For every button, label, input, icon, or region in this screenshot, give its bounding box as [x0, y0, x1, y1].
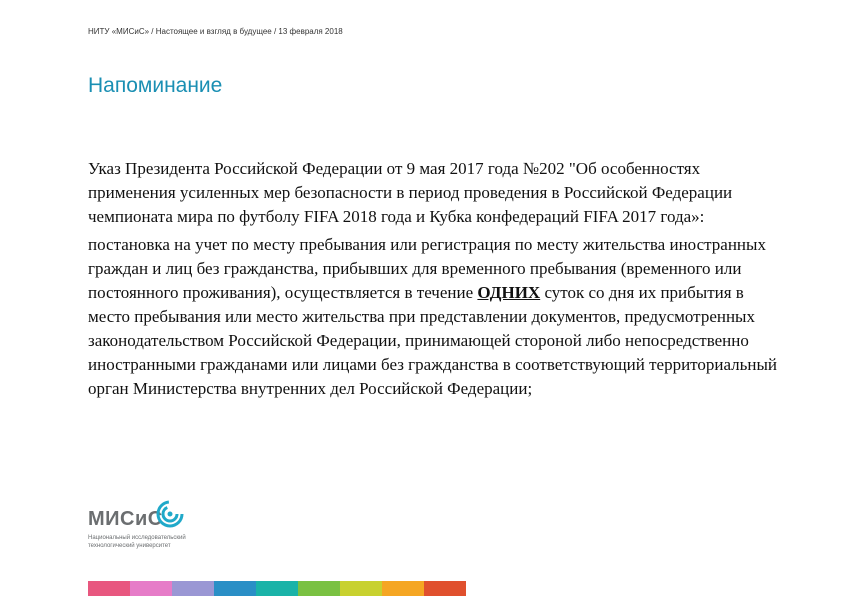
- header-caption: НИТУ «МИСиС» / Настоящее и взгляд в будущее / 13 февраля 2018: [88, 27, 343, 36]
- logo-subtitle: Национальный исследовательский технологический университет: [88, 535, 186, 549]
- misis-logo: [88, 498, 248, 558]
- registration-paragraph: [88, 233, 788, 401]
- decree-paragraph: Указ Президента Российской Федерации от 9 мая 2017 года №202 "Об особенностях применения усиленных мер безопасности в период проведения в Российской Федерации чемпионата мира по футболу FIFA 2018 года и Кубка конфедераций FIFA 2017 года»:: [88, 159, 733, 226]
- color-bar-segment: [340, 581, 382, 596]
- color-bar-segment: [256, 581, 298, 596]
- color-bar-segment: [382, 581, 424, 596]
- color-bar-segment: [298, 581, 340, 596]
- registration-text-start: постановка на учет по месту пребывания или регистрация по месту жительства иностранных граждан и лиц без гражданства, прибывших для временного пребывания (временного или постоянного проживания), осуществляется в течение: [88, 235, 766, 302]
- logo-swirl-icon: [152, 498, 184, 530]
- slide-title: Напоминание: [88, 74, 223, 97]
- color-bar-segment: [88, 581, 130, 596]
- color-bar-segment: [424, 581, 466, 596]
- color-bar-segment: [214, 581, 256, 596]
- color-bar: [88, 581, 466, 596]
- slide-body: [88, 157, 788, 401]
- registration-text-end: суток со дня их прибытия в место пребывания или место жительства при представлении документов, предусмотренных законодательством Российской Федерации, принимающей стороной либо непосредственно иностранными гражданами или лицами без гражданства в соответствующий территориальный орган Министерства внутренних дел Российской Федерации;: [88, 283, 778, 398]
- color-bar-segment: [130, 581, 172, 596]
- emphasis-word: ОДНИХ: [477, 283, 541, 302]
- color-bar-segment: [172, 581, 214, 596]
- logo-wordmark: МИСиС: [88, 508, 163, 530]
